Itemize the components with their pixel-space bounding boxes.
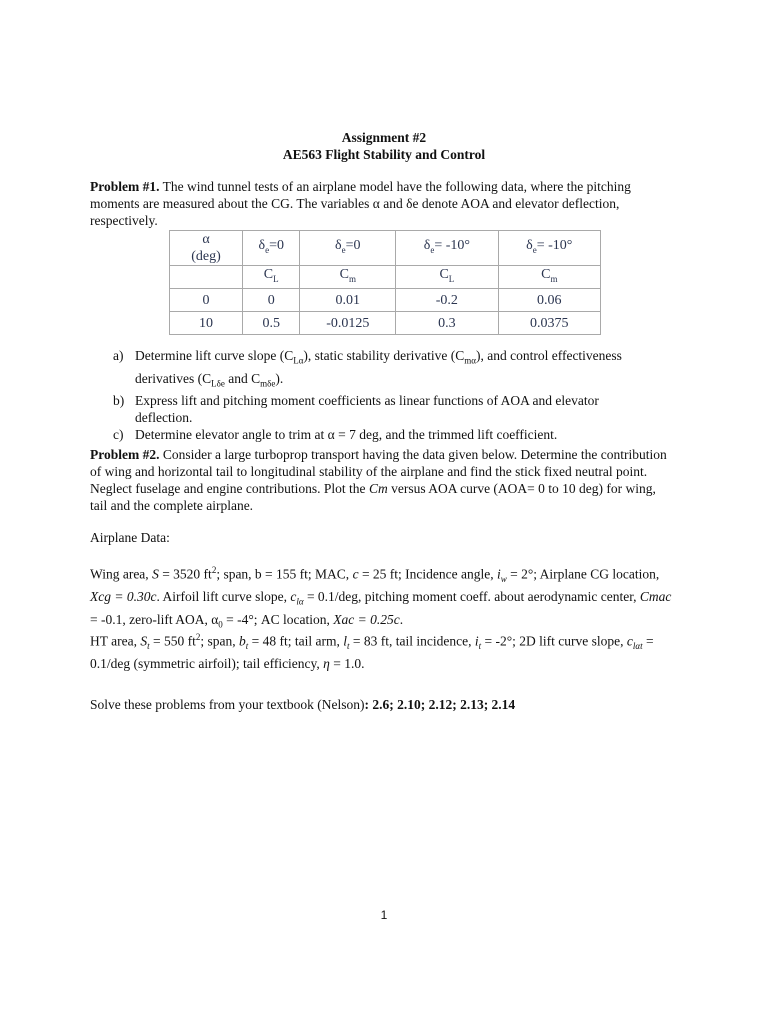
table-row bbox=[170, 289, 601, 312]
problem-1-label: Problem #1. bbox=[90, 179, 160, 194]
question-a: a) Determine lift curve slope $(C_{L\alpha})$, static stability derivative $(C_{m\alpha})$, and control effectiveness derivatives ($C_{L\delta e}$ and $C_{m\delta e}$). bbox=[113, 348, 622, 389]
coefficient-header-row bbox=[170, 266, 601, 289]
textbook-problems: Solve these problems from your textbook (Nelson): 2.6; 2.10; 2.12; 2.13; 2.14 bbox=[90, 697, 516, 712]
table-cell: 0.3 bbox=[396, 312, 498, 335]
table-cell: 0.0375 bbox=[498, 312, 600, 335]
problem-2-label: Problem #2. bbox=[90, 447, 160, 462]
table-row bbox=[170, 312, 601, 335]
airplane-data-heading: Airplane Data: bbox=[90, 530, 170, 545]
assignment-title bbox=[0, 129, 768, 163]
table-cell: 0 bbox=[170, 289, 243, 312]
table-cell: 0 bbox=[243, 289, 300, 312]
table-cell bbox=[170, 266, 243, 289]
table-cell: 0.5 bbox=[243, 312, 300, 335]
table-cell: 10 bbox=[170, 312, 243, 335]
title-line-2: AE563 Flight Stability and Control bbox=[282, 147, 486, 162]
problem-1-questions bbox=[113, 347, 633, 443]
problem-2-text: Problem #2. Consider a large turboprop transport having the data given below. Determine the contribution of wing and horizontal tail to longitudinal stability of the airplane and find the stick fixed neutral point. Neglect fuselage and engine contributions. Plot the Cm versus AOA curve (AOA= 0 to 10 deg) for wing, tail and the complete airplane. bbox=[90, 447, 667, 513]
table-cell: -0.0125 bbox=[300, 312, 396, 335]
title-line-1: Assignment #2 bbox=[341, 130, 427, 145]
coef-header-cell: $C_L$ bbox=[396, 266, 498, 289]
question-c: c) Determine elevator angle to trim at α = 7 deg, and the trimmed lift coefficient. bbox=[113, 427, 558, 443]
problem-1-intro bbox=[90, 178, 676, 229]
page-number: 1 bbox=[380, 908, 388, 922]
coef-header-cell: $C_L$ bbox=[243, 266, 300, 289]
horizontal-tail-data: HT area, $S_t = 550$ $ft^2$; span, $b_t = 48$ ft; tail arm, $l_t = 83$ ft, tail incidence, $i_t = -2^\circ$; 2D lift curve slope, $c_{l\alpha t} = 0.1/deg$ (symmetric airfoil); tail efficiency, η = 1.0. bbox=[90, 632, 654, 672]
problem-1-text: The wind tunnel tests of an airplane model have the following data, where the pitching moments are measured about the CG. The variables α and δe denote AOA and elevator deflection, respectively. bbox=[90, 179, 631, 228]
coef-header-cell: $C_m$ bbox=[300, 266, 396, 289]
wing-data: Wing area, S = 3520 $ft^2$; span, b = 155 ft; MAC, c = 25 ft; Incidence angle, $i_w = 2^\circ$; Airplane CG location, Xcg = 0.30c. Airfoil lift curve slope, $c_{l\alpha} = 0.1/deg$, pitching moment coeff. about aerodynamic center, Cmac = -0.1, zero-lift AOA, $\alpha_0 = -4^\circ$; AC location, Xac = 0.25c. bbox=[90, 565, 672, 630]
table-cell: 0.06 bbox=[498, 289, 600, 312]
textbook-problem-list: 2.6; 2.10; 2.12; 2.13; 2.14 bbox=[368, 697, 516, 712]
delta-e-header-cell: $\delta_e= -10^\circ$ bbox=[498, 231, 600, 266]
table-cell: -0.2 bbox=[396, 289, 498, 312]
alpha-header-cell: α (deg) bbox=[170, 231, 243, 266]
wind-tunnel-data-table bbox=[169, 230, 601, 335]
coef-header-cell: $C_m$ bbox=[498, 266, 600, 289]
table-cell: 0.01 bbox=[300, 289, 396, 312]
question-b: b) Express lift and pitching moment coefficients as linear functions of AOA and elevator deflection. bbox=[113, 393, 599, 426]
delta-e-header-cell: $\delta_e=0$ bbox=[243, 231, 300, 266]
table-header-row bbox=[170, 231, 601, 266]
delta-e-header-cell: $\delta_e= -10^\circ$ bbox=[396, 231, 498, 266]
delta-e-header-cell: $\delta_e=0$ bbox=[300, 231, 396, 266]
